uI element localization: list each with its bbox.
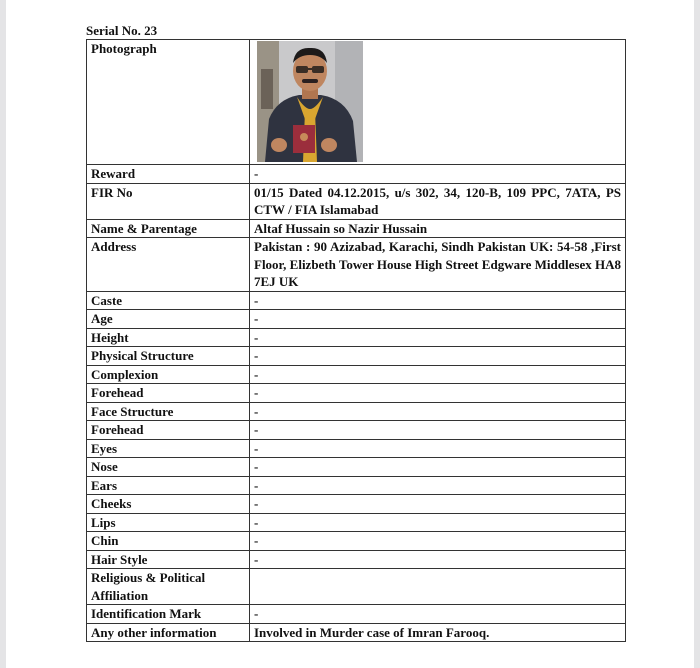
table-row — [87, 476, 626, 495]
profile-table — [86, 39, 626, 642]
table-row — [87, 165, 626, 184]
row-value: - — [250, 550, 626, 569]
table-row — [87, 328, 626, 347]
row-label: Nose — [87, 458, 250, 477]
row-label: Forehead — [87, 421, 250, 440]
row-label: Hair Style — [87, 550, 250, 569]
row-label: Address — [87, 238, 250, 292]
table-row — [87, 439, 626, 458]
row-label: Lips — [87, 513, 250, 532]
table-row — [87, 569, 626, 605]
row-value: - — [250, 532, 626, 551]
table-row — [87, 605, 626, 624]
portrait-photo — [257, 41, 363, 162]
table-row — [87, 623, 626, 642]
table-row — [87, 310, 626, 329]
row-value: - — [250, 458, 626, 477]
row-value: - — [250, 513, 626, 532]
table-row — [87, 219, 626, 238]
photo-row — [87, 40, 626, 165]
row-label: Forehead — [87, 384, 250, 403]
row-label: Height — [87, 328, 250, 347]
row-value: - — [250, 605, 626, 624]
row-value: - — [250, 402, 626, 421]
table-row — [87, 421, 626, 440]
row-value: - — [250, 365, 626, 384]
table-row — [87, 532, 626, 551]
table-row — [87, 347, 626, 366]
row-value: - — [250, 328, 626, 347]
row-value: - — [250, 291, 626, 310]
photo-cell — [250, 40, 626, 165]
table-row — [87, 291, 626, 310]
table-row — [87, 402, 626, 421]
row-label: Face Structure — [87, 402, 250, 421]
row-label: Name & Parentage — [87, 219, 250, 238]
row-label: Any other information — [87, 623, 250, 642]
row-label: Physical Structure — [87, 347, 250, 366]
row-label: Eyes — [87, 439, 250, 458]
row-value: - — [250, 347, 626, 366]
table-row — [87, 365, 626, 384]
row-value: - — [250, 310, 626, 329]
row-value: Involved in Murder case of Imran Farooq. — [250, 623, 626, 642]
table-row — [87, 550, 626, 569]
row-label: Religious & Political Affiliation — [87, 569, 250, 605]
row-value: - — [250, 165, 626, 184]
serial-number: Serial No. 23 — [86, 23, 158, 38]
table-row — [87, 238, 626, 292]
table-row — [87, 183, 626, 219]
row-label: Identification Mark — [87, 605, 250, 624]
row-value — [250, 569, 626, 605]
row-value: Pakistan : 90 Azizabad, Karachi, Sindh Pakistan UK: 54-58 ,First Floor, Elizbeth Tower House High Street Edgware Middlesex HA8 7EJ UK — [250, 238, 626, 292]
table-row — [87, 384, 626, 403]
row-value: 01/15 Dated 04.12.2015, u/s 302, 34, 120-B, 109 PPC, 7ATA, PS CTW / FIA Islamabad — [250, 183, 626, 219]
table-row — [87, 458, 626, 477]
table-row — [87, 495, 626, 514]
row-label: Cheeks — [87, 495, 250, 514]
row-value: - — [250, 421, 626, 440]
row-label: Ears — [87, 476, 250, 495]
row-label: Caste — [87, 291, 250, 310]
row-label: Chin — [87, 532, 250, 551]
row-label: Age — [87, 310, 250, 329]
row-label: Reward — [87, 165, 250, 184]
row-label: FIR No — [87, 183, 250, 219]
photo-label: Photograph — [87, 40, 250, 165]
row-label: Complexion — [87, 365, 250, 384]
row-value: - — [250, 384, 626, 403]
row-value: - — [250, 495, 626, 514]
row-value: - — [250, 476, 626, 495]
row-value: Altaf Hussain so Nazir Hussain — [250, 219, 626, 238]
table-row — [87, 513, 626, 532]
row-value: - — [250, 439, 626, 458]
document-page — [6, 0, 694, 668]
